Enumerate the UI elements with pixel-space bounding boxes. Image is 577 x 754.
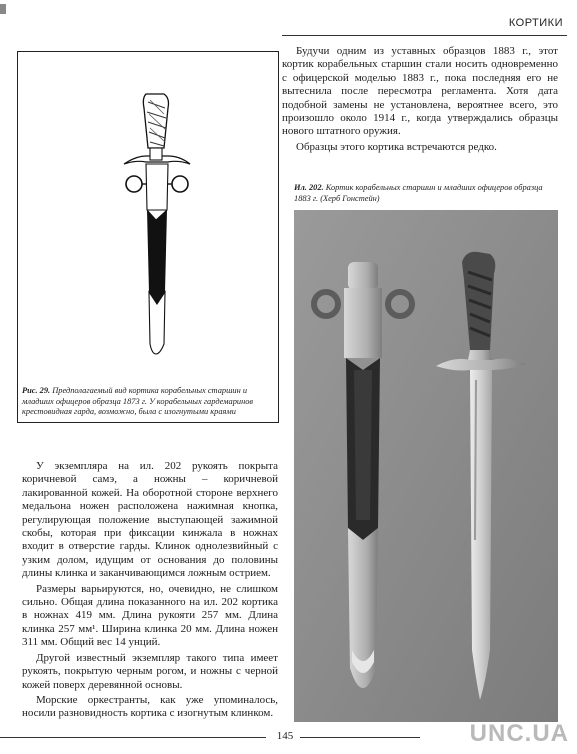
watermark: UNC.UA bbox=[469, 720, 569, 747]
figure-202-text: Кортик корабельных старшин и младших офицеров образца 1883 г. (Херб Гонстейн) bbox=[294, 183, 543, 203]
figure-29-label: Рис. 29. bbox=[22, 386, 51, 395]
dirk-photograph bbox=[294, 210, 558, 722]
figure-202-label: Ил. 202. bbox=[294, 183, 324, 192]
left-column-text bbox=[22, 460, 278, 721]
footer-rule-right bbox=[300, 737, 420, 738]
running-head: КОРТИКИ bbox=[508, 17, 563, 29]
right-column-text bbox=[282, 45, 558, 154]
paragraph: Морские оркестранты, как уже упоминалось, носили разновидность кортика с изогнутым клинком. bbox=[22, 693, 278, 720]
footer-rule-left bbox=[0, 737, 266, 738]
paragraph: Другой известный экземпляр такого типа имеет рукоять, покрытую черным рогом, и ножны с черной кожей поверх деревянной основы. bbox=[22, 651, 278, 691]
paragraph: Размеры варьируются, но, очевидно, не слишком сильно. Общая длина показанного на ил. 202 кортика в ножнах 419 мм. Длина рукояти 257 мм. Длина клинка 257 мм¹. Ширина клинка 20 мм. Длина ножен 311 мм. Общий вес 14 унций. bbox=[22, 582, 278, 649]
paragraph: Будучи одним из уставных образцов 1883 г., этот кортик корабельных старшин стали носить одновременно с офицерской моделью 1883 г., пока последняя его не вытеснила после пересмотра регламента. Хотя дата подобной замены не установлена, вероятнее всего, это произошло около 1914 г., когда утверждались образцы нового штатного оружия. bbox=[282, 45, 558, 138]
paragraph: У экземпляра на ил. 202 рукоять покрыта коричневой самэ, а ножны – коричневой лакированной кожей. На оборотной стороне верхнего медальона ножен расположена нажимная кнопка, регулирующая положение выступающей зажимной скобы, которая при фиксации кинжала в ножнах входит в отверстие гарды. Клинок однолезвийный с узким долом, идущим от основания до половины длины клинка и заканчивающимся ложным острием. bbox=[22, 460, 278, 580]
header-rule bbox=[282, 35, 567, 36]
paragraph: Образцы этого кортика встречаются редко. bbox=[296, 140, 497, 153]
photo-illustration bbox=[294, 210, 558, 722]
dirk-line-drawing bbox=[18, 52, 278, 384]
figure-29-box bbox=[17, 51, 279, 423]
figure-29-text: Предполагаемый вид кортика корабельных старшин и младших офицеров образца 1873 г. У корабельных гардемаринов крестовидная гарда, возможно, была с изогнутыми краями bbox=[22, 386, 254, 416]
figure-29-caption bbox=[22, 386, 274, 418]
figure-202-caption bbox=[294, 183, 558, 204]
page-number: 145 bbox=[276, 730, 294, 742]
header-edge-mark bbox=[0, 4, 6, 14]
